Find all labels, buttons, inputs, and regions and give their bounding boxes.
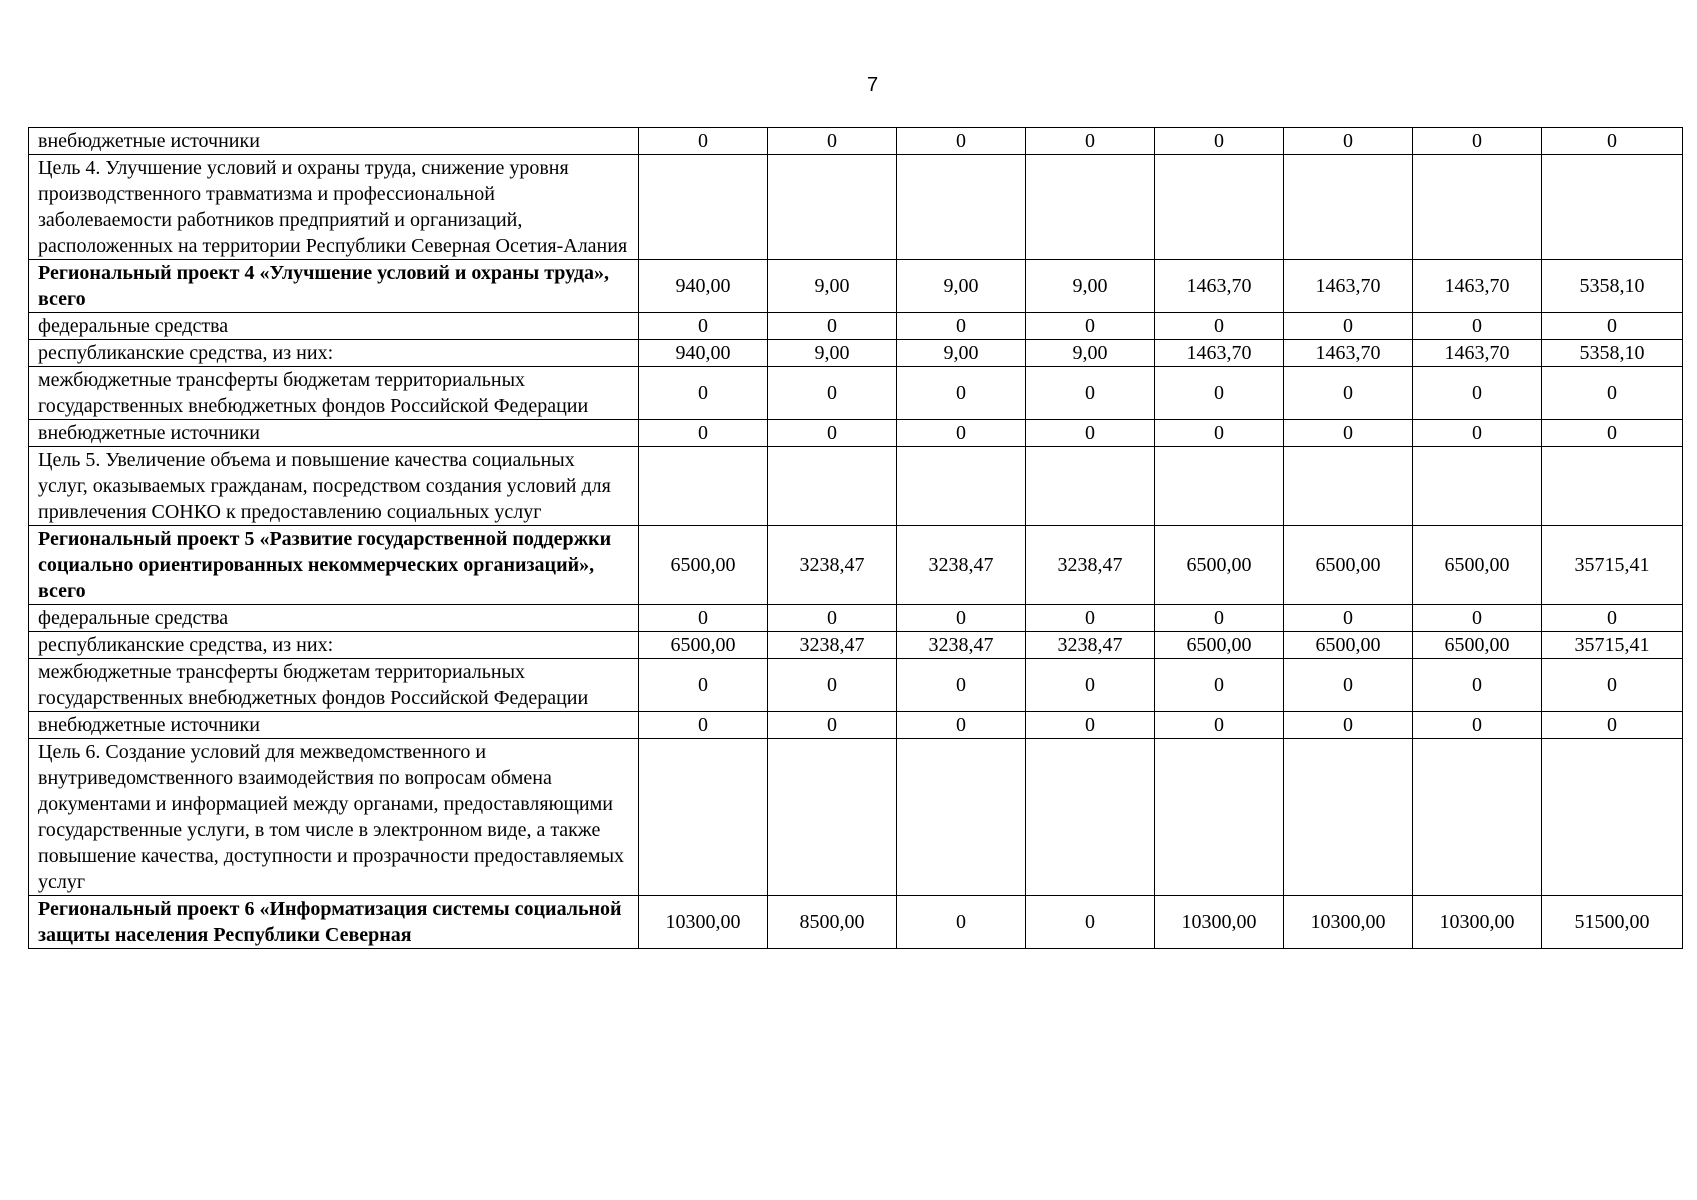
value-cell: 9,00 xyxy=(897,340,1026,367)
value-cell: 0 xyxy=(1026,128,1155,155)
value-cell xyxy=(639,447,768,526)
value-cell: 3238,47 xyxy=(1026,632,1155,659)
value-cell: 3238,47 xyxy=(897,632,1026,659)
value-cell: 9,00 xyxy=(897,260,1026,313)
value-cell: 6500,00 xyxy=(639,632,768,659)
value-cell: 0 xyxy=(1026,896,1155,949)
row-label: межбюджетные трансферты бюджетам территориальных государственных внебюджетных фондов Российской Федерации xyxy=(29,659,639,712)
value-cell: 0 xyxy=(1155,659,1284,712)
value-cell: 0 xyxy=(897,313,1026,340)
value-cell: 6500,00 xyxy=(1413,632,1542,659)
value-cell: 0 xyxy=(1284,313,1413,340)
value-cell: 35715,41 xyxy=(1542,632,1683,659)
value-cell xyxy=(1155,447,1284,526)
value-cell: 0 xyxy=(768,605,897,632)
table-row xyxy=(29,659,1683,712)
row-label: внебюджетные источники xyxy=(29,420,639,447)
value-cell: 0 xyxy=(1155,605,1284,632)
value-cell: 0 xyxy=(1413,367,1542,420)
table-row xyxy=(29,340,1683,367)
value-cell xyxy=(1284,739,1413,896)
value-cell xyxy=(1542,739,1683,896)
value-cell: 0 xyxy=(1413,420,1542,447)
value-cell xyxy=(1155,155,1284,260)
value-cell: 0 xyxy=(1284,659,1413,712)
value-cell xyxy=(1413,447,1542,526)
value-cell: 1463,70 xyxy=(1284,340,1413,367)
value-cell: 0 xyxy=(639,605,768,632)
value-cell: 5358,10 xyxy=(1542,340,1683,367)
value-cell: 0 xyxy=(1284,605,1413,632)
value-cell: 0 xyxy=(897,712,1026,739)
value-cell xyxy=(1284,155,1413,260)
value-cell: 0 xyxy=(1413,659,1542,712)
value-cell: 0 xyxy=(639,128,768,155)
value-cell: 9,00 xyxy=(1026,340,1155,367)
value-cell: 0 xyxy=(897,367,1026,420)
row-label: Цель 4. Улучшение условий и охраны труда, снижение уровня производственного травматизма и профессиональной заболеваемости работников предприятий и организаций, расположенных на территории Республики Северная Осетия-Алания xyxy=(29,155,639,260)
value-cell: 9,00 xyxy=(768,260,897,313)
value-cell: 0 xyxy=(1542,605,1683,632)
value-cell xyxy=(1155,739,1284,896)
value-cell xyxy=(897,447,1026,526)
value-cell xyxy=(1413,739,1542,896)
table-row xyxy=(29,605,1683,632)
project-row xyxy=(29,260,1683,313)
budget-table-body xyxy=(29,128,1683,949)
value-cell: 3238,47 xyxy=(897,526,1026,605)
value-cell: 3238,47 xyxy=(768,526,897,605)
value-cell: 940,00 xyxy=(639,340,768,367)
value-cell: 6500,00 xyxy=(639,526,768,605)
value-cell: 3238,47 xyxy=(768,632,897,659)
row-label: федеральные средства xyxy=(29,313,639,340)
value-cell: 8500,00 xyxy=(768,896,897,949)
value-cell: 0 xyxy=(1155,420,1284,447)
row-label: Региональный проект 6 «Информатизация системы социальной защиты населения Республики Северная xyxy=(29,896,639,949)
row-label: Цель 5. Увеличение объема и повышение качества социальных услуг, оказываемых гражданам, посредством создания условий для привлечения СОНКО к предоставлению социальных услуг xyxy=(29,447,639,526)
project-row xyxy=(29,526,1683,605)
value-cell: 0 xyxy=(768,420,897,447)
value-cell: 6500,00 xyxy=(1284,632,1413,659)
page-number: 7 xyxy=(866,74,879,96)
value-cell: 0 xyxy=(768,313,897,340)
value-cell: 10300,00 xyxy=(1284,896,1413,949)
table-row xyxy=(29,128,1683,155)
value-cell: 10300,00 xyxy=(1155,896,1284,949)
value-cell: 1463,70 xyxy=(1155,260,1284,313)
value-cell: 0 xyxy=(1155,128,1284,155)
value-cell xyxy=(1542,155,1683,260)
value-cell: 0 xyxy=(897,128,1026,155)
value-cell: 35715,41 xyxy=(1542,526,1683,605)
value-cell: 1463,70 xyxy=(1413,260,1542,313)
value-cell xyxy=(897,155,1026,260)
value-cell: 6500,00 xyxy=(1284,526,1413,605)
value-cell: 0 xyxy=(639,313,768,340)
value-cell: 0 xyxy=(1026,712,1155,739)
value-cell: 0 xyxy=(1413,605,1542,632)
value-cell: 0 xyxy=(897,896,1026,949)
row-label: республиканские средства, из них: xyxy=(29,632,639,659)
value-cell: 0 xyxy=(768,367,897,420)
value-cell: 0 xyxy=(1413,712,1542,739)
value-cell: 3238,47 xyxy=(1026,526,1155,605)
table-row xyxy=(29,632,1683,659)
value-cell: 0 xyxy=(1026,659,1155,712)
value-cell: 0 xyxy=(768,128,897,155)
value-cell: 0 xyxy=(1413,128,1542,155)
value-cell: 0 xyxy=(639,712,768,739)
value-cell: 0 xyxy=(1542,128,1683,155)
value-cell: 0 xyxy=(1542,420,1683,447)
value-cell xyxy=(1026,155,1155,260)
value-cell: 0 xyxy=(1155,367,1284,420)
goal-row xyxy=(29,739,1683,896)
value-cell: 0 xyxy=(1284,128,1413,155)
value-cell xyxy=(1542,447,1683,526)
value-cell: 0 xyxy=(1284,420,1413,447)
value-cell: 0 xyxy=(768,712,897,739)
value-cell: 6500,00 xyxy=(1155,526,1284,605)
value-cell: 5358,10 xyxy=(1542,260,1683,313)
value-cell: 6500,00 xyxy=(1413,526,1542,605)
value-cell: 0 xyxy=(1155,712,1284,739)
value-cell: 940,00 xyxy=(639,260,768,313)
value-cell: 1463,70 xyxy=(1155,340,1284,367)
value-cell: 0 xyxy=(1155,313,1284,340)
value-cell: 0 xyxy=(639,659,768,712)
value-cell: 0 xyxy=(897,605,1026,632)
value-cell xyxy=(768,739,897,896)
value-cell xyxy=(1284,447,1413,526)
budget-table xyxy=(28,127,1683,949)
row-label: внебюджетные источники xyxy=(29,128,639,155)
project-row xyxy=(29,896,1683,949)
value-cell xyxy=(1413,155,1542,260)
value-cell: 10300,00 xyxy=(639,896,768,949)
value-cell: 0 xyxy=(639,420,768,447)
value-cell: 0 xyxy=(1026,367,1155,420)
goal-row xyxy=(29,447,1683,526)
value-cell: 1463,70 xyxy=(1413,340,1542,367)
value-cell: 0 xyxy=(1284,712,1413,739)
value-cell: 9,00 xyxy=(1026,260,1155,313)
value-cell xyxy=(639,155,768,260)
table-row xyxy=(29,420,1683,447)
value-cell: 10300,00 xyxy=(1413,896,1542,949)
value-cell: 0 xyxy=(1542,367,1683,420)
table-row xyxy=(29,313,1683,340)
value-cell: 9,00 xyxy=(768,340,897,367)
value-cell xyxy=(768,155,897,260)
value-cell xyxy=(639,739,768,896)
value-cell: 0 xyxy=(897,420,1026,447)
row-label: Цель 6. Создание условий для межведомственного и внутриведомственного взаимодействия по вопросам обмена документами и информацией между органами, предоставляющими государственные услуги, в том числе в электронном виде, а также повышение качества, доступности и прозрачности предоставляемых услуг xyxy=(29,739,639,896)
value-cell: 0 xyxy=(1026,605,1155,632)
value-cell xyxy=(897,739,1026,896)
value-cell: 0 xyxy=(1026,420,1155,447)
row-label: Региональный проект 5 «Развитие государственной поддержки социально ориентированных некоммерческих организаций», всего xyxy=(29,526,639,605)
value-cell: 0 xyxy=(1284,367,1413,420)
value-cell: 0 xyxy=(1026,313,1155,340)
value-cell: 6500,00 xyxy=(1155,632,1284,659)
row-label: межбюджетные трансферты бюджетам территориальных государственных внебюджетных фондов Российской Федерации xyxy=(29,367,639,420)
table-row xyxy=(29,712,1683,739)
row-label: внебюджетные источники xyxy=(29,712,639,739)
value-cell: 0 xyxy=(1413,313,1542,340)
value-cell: 0 xyxy=(1542,659,1683,712)
value-cell xyxy=(1026,447,1155,526)
value-cell xyxy=(768,447,897,526)
value-cell xyxy=(1026,739,1155,896)
goal-row xyxy=(29,155,1683,260)
value-cell: 1463,70 xyxy=(1284,260,1413,313)
row-label: федеральные средства xyxy=(29,605,639,632)
table-row xyxy=(29,367,1683,420)
value-cell: 0 xyxy=(897,659,1026,712)
value-cell: 0 xyxy=(1542,313,1683,340)
value-cell: 0 xyxy=(639,367,768,420)
value-cell: 0 xyxy=(768,659,897,712)
row-label: Региональный проект 4 «Улучшение условий и охраны труда», всего xyxy=(29,260,639,313)
row-label: республиканские средства, из них: xyxy=(29,340,639,367)
value-cell: 51500,00 xyxy=(1542,896,1683,949)
value-cell: 0 xyxy=(1542,712,1683,739)
